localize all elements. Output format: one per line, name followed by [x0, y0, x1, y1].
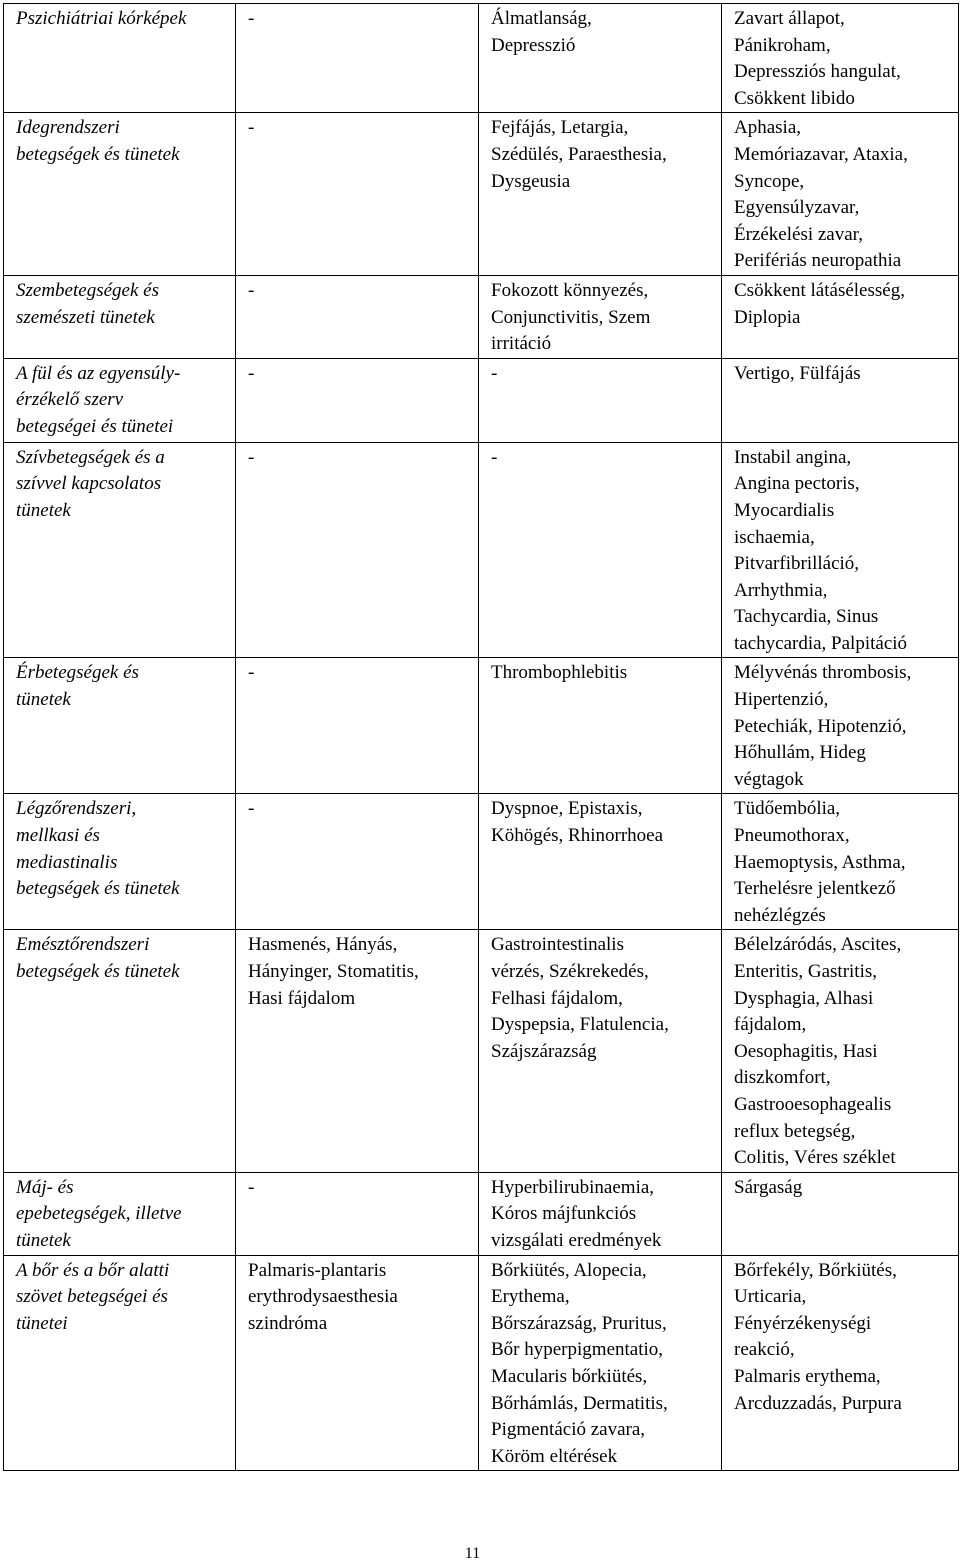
table-row: [4, 275, 959, 358]
frequency-col-2-cell: -: [236, 1172, 479, 1255]
page-number: 11: [464, 1545, 481, 1562]
frequency-col-2-cell: -: [236, 442, 479, 658]
frequency-col-2-cell: Palmaris-plantaris erythrodysaesthesia szindróma: [236, 1255, 479, 1471]
category-cell: Idegrendszeri betegségek és tünetek: [4, 113, 236, 276]
table-row: [4, 442, 959, 658]
category-cell: A fül és az egyensúly- érzékelő szerv betegségei és tünetei: [4, 358, 236, 442]
table-row: [4, 1172, 959, 1255]
frequency-col-4-cell: Bőrfekély, Bőrkiütés, Urticaria, Fényérzékenységi reakció, Palmaris erythema, Arcduzzadás, Purpura: [722, 1255, 959, 1471]
category-cell: Érbetegségek és tünetek: [4, 658, 236, 794]
category-cell: Szívbetegségek és a szívvel kapcsolatos tünetek: [4, 442, 236, 658]
frequency-col-4-cell: Mélyvénás thrombosis, Hipertenzió, Petechiák, Hipotenzió, Hőhullám, Hideg végtagok: [722, 658, 959, 794]
frequency-col-3-cell: Fejfájás, Letargia, Szédülés, Paraesthesia, Dysgeusia: [479, 113, 722, 276]
table-row: [4, 658, 959, 794]
category-cell: Légzőrendszeri, mellkasi és mediastinalis betegségek és tünetek: [4, 794, 236, 930]
table-row: [4, 794, 959, 930]
symptoms-table: [3, 3, 959, 1471]
category-cell: Emésztőrendszeri betegségek és tünetek: [4, 930, 236, 1172]
frequency-col-3-cell: Hyperbilirubinaemia, Kóros májfunkciós vizsgálati eredmények: [479, 1172, 722, 1255]
frequency-col-2-cell: -: [236, 358, 479, 442]
frequency-col-3-cell: Gastrointestinalis vérzés, Székrekedés, Felhasi fájdalom, Dyspepsia, Flatulencia, Szájszárazság: [479, 930, 722, 1172]
frequency-col-4-cell: Csökkent látásélesség, Diplopia: [722, 275, 959, 358]
frequency-col-3-cell: -: [479, 442, 722, 658]
frequency-col-4-cell: Zavart állapot, Pánikroham, Depressziós hangulat, Csökkent libido: [722, 4, 959, 113]
frequency-col-4-cell: Vertigo, Fülfájás: [722, 358, 959, 442]
frequency-col-3-cell: Dyspnoe, Epistaxis, Köhögés, Rhinorrhoea: [479, 794, 722, 930]
table-row: [4, 1255, 959, 1471]
frequency-col-3-cell: -: [479, 358, 722, 442]
category-cell: Szembetegségek és szemészeti tünetek: [4, 275, 236, 358]
frequency-col-2-cell: -: [236, 658, 479, 794]
frequency-col-4-cell: Bélelzáródás, Ascites, Enteritis, Gastritis, Dysphagia, Alhasi fájdalom, Oesophagitis, Hasi diszkomfort, Gastrooesophagealis reflux betegség, Colitis, Véres széklet: [722, 930, 959, 1172]
frequency-col-3-cell: Fokozott könnyezés, Conjunctivitis, Szem irritáció: [479, 275, 722, 358]
table-row: [4, 930, 959, 1172]
frequency-col-2-cell: -: [236, 794, 479, 930]
frequency-col-2-cell: -: [236, 275, 479, 358]
frequency-col-2-cell: -: [236, 4, 479, 113]
table-row: [4, 113, 959, 276]
frequency-col-4-cell: Tüdőembólia, Pneumothorax, Haemoptysis, Asthma, Terhelésre jelentkező nehézlégzés: [722, 794, 959, 930]
category-cell: Máj- és epebetegségek, illetve tünetek: [4, 1172, 236, 1255]
table-row: [4, 4, 959, 113]
frequency-col-3-cell: Álmatlanság, Depresszió: [479, 4, 722, 113]
table-row: [4, 358, 959, 442]
frequency-col-3-cell: Thrombophlebitis: [479, 658, 722, 794]
category-cell: Pszichiátriai kórképek: [4, 4, 236, 113]
frequency-col-4-cell: Instabil angina, Angina pectoris, Myocardialis ischaemia, Pitvarfibrilláció, Arrhythmia, Tachycardia, Sinus tachycardia, Palpitáció: [722, 442, 959, 658]
category-cell: A bőr és a bőr alatti szövet betegségei és tünetei: [4, 1255, 236, 1471]
frequency-col-3-cell: Bőrkiütés, Alopecia, Erythema, Bőrszárazság, Pruritus, Bőr hyperpigmentatio, Macularis bőrkiütés, Bőrhámlás, Dermatitis, Pigmentáció zavara, Köröm eltérések: [479, 1255, 722, 1471]
frequency-col-4-cell: Sárgaság: [722, 1172, 959, 1255]
frequency-col-2-cell: Hasmenés, Hányás, Hányinger, Stomatitis, Hasi fájdalom: [236, 930, 479, 1172]
frequency-col-2-cell: -: [236, 113, 479, 276]
frequency-col-4-cell: Aphasia, Memóriazavar, Ataxia, Syncope, Egyensúlyzavar, Érzékelési zavar, Perifériás neuropathia: [722, 113, 959, 276]
